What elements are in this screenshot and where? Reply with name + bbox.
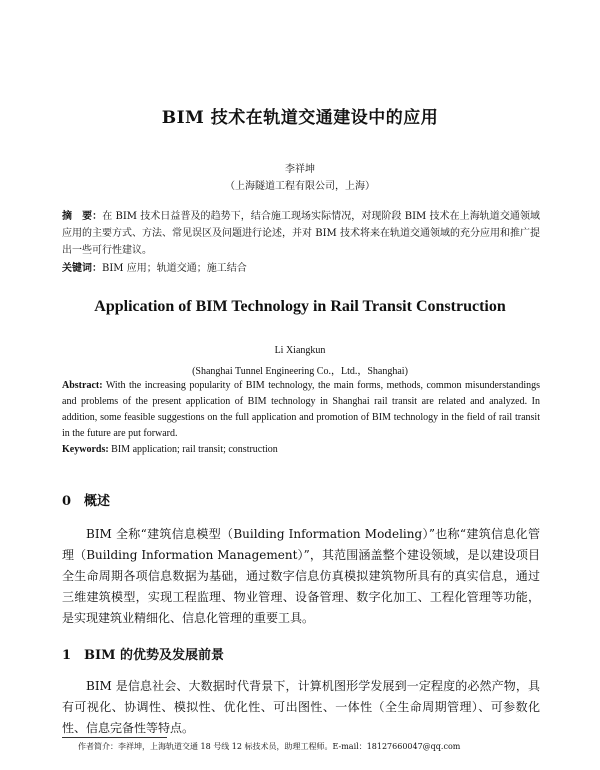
section-heading-advantages xyxy=(62,644,224,663)
author-english: Li Xiangkun xyxy=(274,345,326,356)
keywords-chinese xyxy=(62,260,540,277)
keywords-english-label: Keywords: xyxy=(62,444,109,455)
keywords-english xyxy=(62,442,540,458)
title-chinese: BIM 技术在轨道交通建设中的应用 xyxy=(161,108,439,128)
keywords-english-text: BIM application; rail transit; construction xyxy=(111,444,278,455)
title-english: Application of BIM Technology in Rail Transit Construction xyxy=(94,298,506,315)
abstract-english-label: Abstract: xyxy=(62,380,103,391)
section-number: 0 xyxy=(62,494,72,509)
footnote-divider xyxy=(62,737,167,738)
section-heading-overview xyxy=(62,490,110,509)
abstract-chinese xyxy=(62,208,540,259)
author-chinese: 李祥坤 xyxy=(285,164,315,175)
keywords-chinese-label: 关键词： xyxy=(62,263,102,274)
author-footnote: 作者简介：李祥坤，上海轨道交通 18 号线 12 标技术员，助理工程师。E-mail：18127660047@qq.com xyxy=(78,742,461,751)
abstract-chinese-text: 在 BIM 技术日益普及的趋势下，结合施工现场实际情况，对现阶段 BIM 技术在上海轨道交通领域应用的主要方式、方法、常见误区及问题进行论述，并对 BIM 技术将来在轨道交通领域的充分应用和推广提出一些可行性建议。 xyxy=(62,211,541,256)
abstract-english xyxy=(62,378,540,442)
affiliation-chinese: （上海隧道工程有限公司，上海） xyxy=(225,181,375,192)
section-paragraph-overview: BIM 全称“建筑信息模型（Building Information Modeling）”也称“建筑信息化管理（Building Information Management）”，其范围涵盖整个建设领域，是以建设项目全生命周期各项信息数据为基础，通过数字信息仿真模拟建筑物所具有的真实信息，通过三维建筑模型，实现工程监理、物业管理、设备管理、数字化加工、工程化管理等功能，是实现建筑业精细化、信息化管理的重要工具。 xyxy=(62,527,540,625)
abstract-english-text: With the increasing popularity of BIM technology, the main forms, methods, common misunderstandings and problems of the present application of BIM technology in Shanghai rail transit are related and analyzed. In addition, some feasible suggestions on the full application and promotion of BIM technology in the field of rail transit in the future are put forward. xyxy=(62,380,540,439)
keywords-chinese-text: BIM 应用；轨道交通；施工结合 xyxy=(102,263,247,274)
section-title: BIM 的优势及发展前景 xyxy=(84,648,224,663)
section-number: 1 xyxy=(62,648,72,663)
section-paragraph-advantages: BIM 是信息社会、大数据时代背景下，计算机图形学发展到一定程度的必然产物，具有可视化、协调性、模拟性、优化性、可出图性、一体性（全生命周期管理）、可参数化性、信息完备性等特点。 xyxy=(62,679,540,735)
section-title: 概述 xyxy=(84,494,111,509)
affiliation-english: (Shanghai Tunnel Engineering Co.，Ltd.，Shanghai) xyxy=(192,366,408,377)
abstract-chinese-label: 摘 要： xyxy=(62,211,103,222)
